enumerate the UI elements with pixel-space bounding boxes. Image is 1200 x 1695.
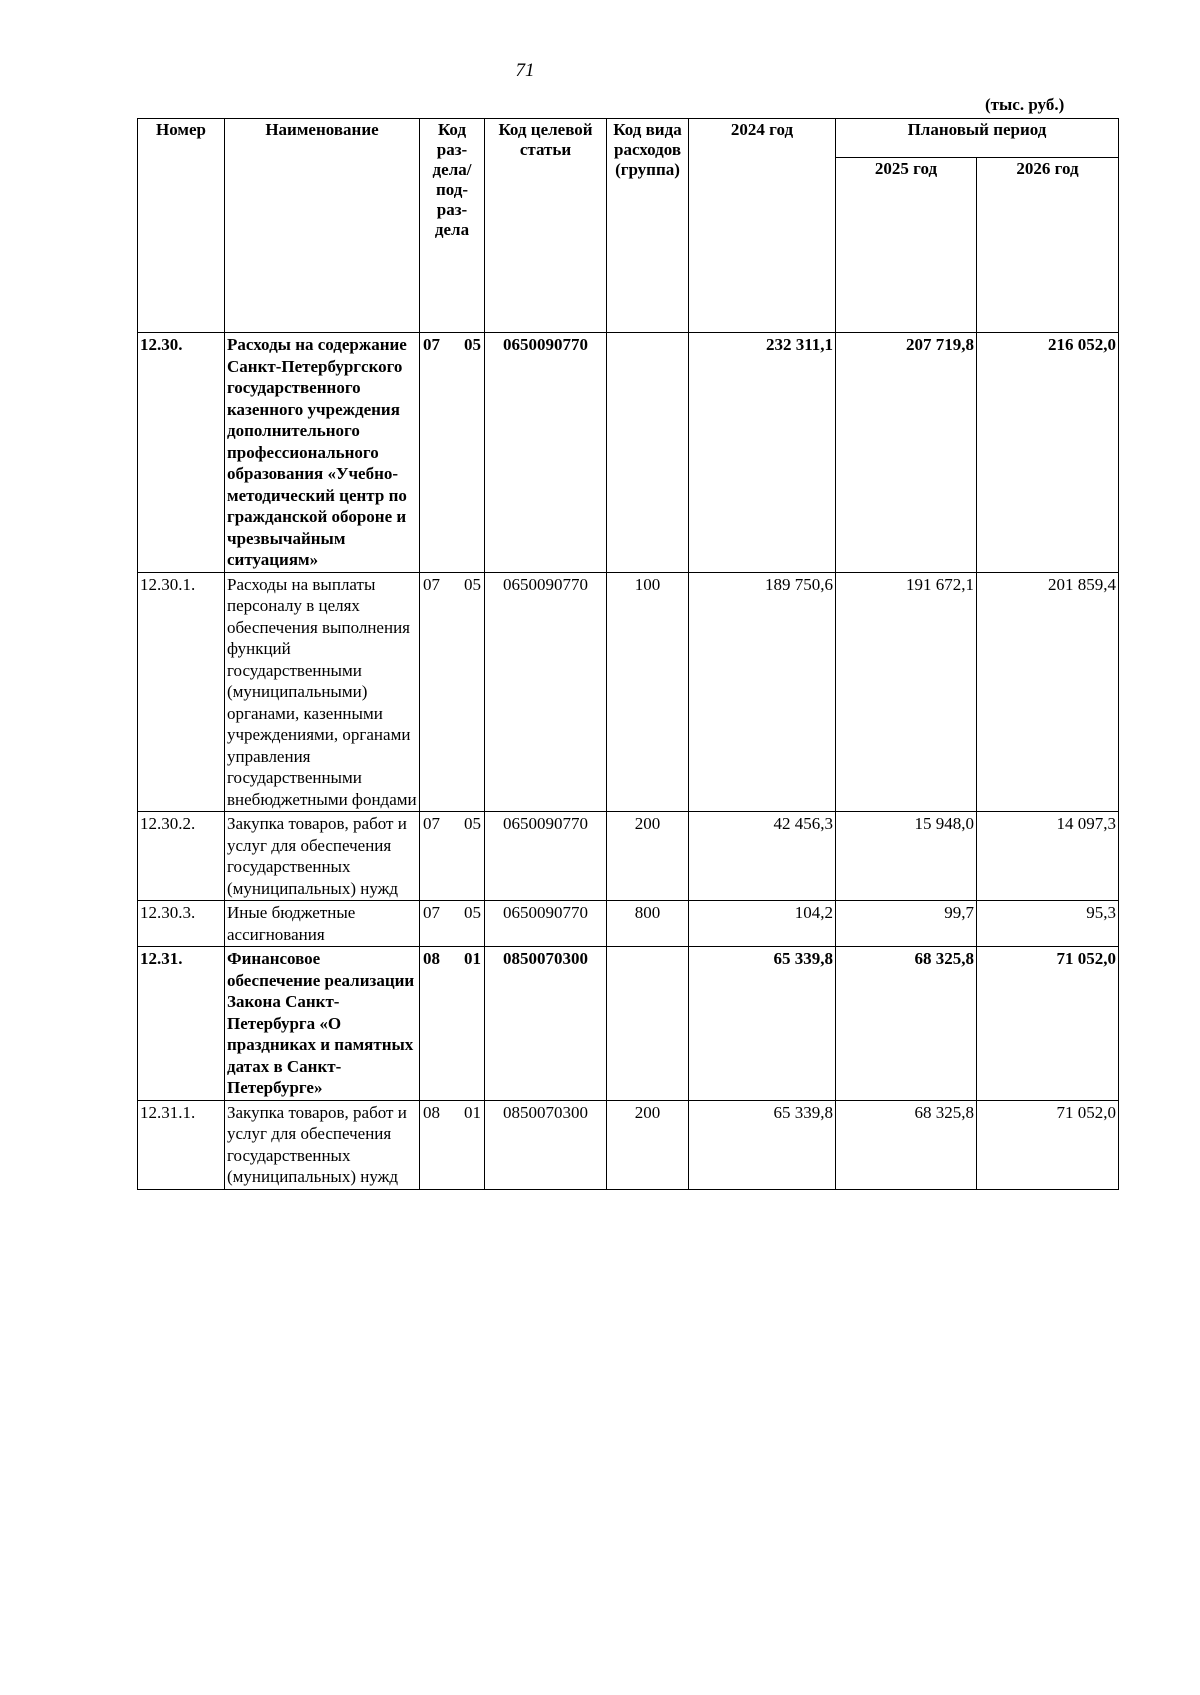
header-year-2026: 2026 год	[977, 158, 1119, 333]
row-section-code	[420, 901, 485, 947]
row-amount-2025: 99,7	[836, 901, 977, 947]
table-row	[138, 901, 1119, 947]
row-amount-2026: 95,3	[977, 901, 1119, 947]
row-target-code: 0850070300	[485, 947, 607, 1101]
units-label: (тыс. руб.)	[985, 95, 1065, 114]
row-target-code: 0650090770	[485, 333, 607, 573]
row-subsection: 01	[464, 1102, 481, 1122]
row-number: 12.30.	[138, 333, 225, 573]
budget-table	[137, 118, 1119, 1190]
row-subsection: 05	[464, 335, 481, 354]
row-amount-2026: 216 052,0	[977, 333, 1119, 573]
row-subsection: 05	[464, 574, 481, 594]
row-section: 08	[423, 1102, 440, 1122]
row-section: 07	[423, 903, 440, 922]
header-row	[138, 119, 1119, 158]
header-number: Номер	[138, 119, 225, 333]
row-amount-2025: 207 719,8	[836, 333, 977, 573]
row-expense-type-code	[607, 333, 689, 573]
row-section: 07	[423, 574, 440, 594]
header-section-code: Код раз-дела/ под-раз-дела	[420, 119, 485, 333]
row-section-code	[420, 333, 485, 573]
row-amount-2026: 71 052,0	[977, 947, 1119, 1101]
row-amount-2026: 201 859,4	[977, 572, 1119, 812]
header-target-code: Код целевой статьи	[485, 119, 607, 333]
row-name: Иные бюджетные ассигнования	[225, 901, 420, 947]
row-target-code: 0650090770	[485, 901, 607, 947]
row-subsection: 01	[464, 949, 481, 968]
row-amount-2026: 71 052,0	[977, 1100, 1119, 1189]
row-section: 07	[423, 335, 440, 354]
row-section-code	[420, 1100, 485, 1189]
table-row	[138, 572, 1119, 812]
row-section-code	[420, 572, 485, 812]
row-number: 12.31.	[138, 947, 225, 1101]
header-name: Наименование	[225, 119, 420, 333]
row-amount-2025: 15 948,0	[836, 812, 977, 901]
row-amount-2026: 14 097,3	[977, 812, 1119, 901]
header-plan-period: Плановый период	[836, 119, 1119, 158]
row-name: Закупка товаров, работ и услуг для обеспечения государственных (муниципальных) нужд	[225, 812, 420, 901]
row-name: Расходы на выплаты персоналу в целях обеспечения выполнения функций государственными (муниципальными) органами, казенными учреждениями, органами управления государственными внебюджетными фондами	[225, 572, 420, 812]
row-number: 12.30.2.	[138, 812, 225, 901]
row-name: Расходы на содержание Санкт-Петербургского государственного казенного учреждения дополнительного профессионального образования «Учебно-методический центр по гражданской обороне и чрезвычайным ситуациям»	[225, 333, 420, 573]
row-section: 07	[423, 814, 440, 833]
table-row	[138, 947, 1119, 1101]
row-subsection: 05	[464, 814, 481, 833]
row-number: 12.30.1.	[138, 572, 225, 812]
row-amount-2025: 191 672,1	[836, 572, 977, 812]
row-expense-type-code: 100	[607, 572, 689, 812]
row-amount-2025: 68 325,8	[836, 947, 977, 1101]
row-subsection: 05	[464, 903, 481, 922]
row-section-code	[420, 812, 485, 901]
row-amount-2024: 232 311,1	[689, 333, 836, 573]
row-expense-type-code	[607, 947, 689, 1101]
row-amount-2024: 65 339,8	[689, 1100, 836, 1189]
row-amount-2024: 42 456,3	[689, 812, 836, 901]
row-section: 08	[423, 949, 440, 968]
row-target-code: 0850070300	[485, 1100, 607, 1189]
header-year-2024: 2024 год	[689, 119, 836, 333]
row-target-code: 0650090770	[485, 572, 607, 812]
row-name: Закупка товаров, работ и услуг для обеспечения государственных (муниципальных) нужд	[225, 1100, 420, 1189]
row-target-code: 0650090770	[485, 812, 607, 901]
row-expense-type-code: 800	[607, 901, 689, 947]
table-row	[138, 812, 1119, 901]
page-number: 71	[515, 60, 535, 81]
row-expense-type-code: 200	[607, 812, 689, 901]
row-amount-2024: 104,2	[689, 901, 836, 947]
row-section-code	[420, 947, 485, 1101]
row-amount-2025: 68 325,8	[836, 1100, 977, 1189]
row-number: 12.30.3.	[138, 901, 225, 947]
table-row	[138, 1100, 1119, 1189]
table-row	[138, 333, 1119, 573]
row-expense-type-code: 200	[607, 1100, 689, 1189]
row-amount-2024: 189 750,6	[689, 572, 836, 812]
row-number: 12.31.1.	[138, 1100, 225, 1189]
header-year-2025: 2025 год	[836, 158, 977, 333]
header-expense-type-code: Код вида расходов (группа)	[607, 119, 689, 333]
row-name: Финансовое обеспечение реализации Закона Санкт-Петербурга «О праздниках и памятных датах в Санкт-Петербурге»	[225, 947, 420, 1101]
table-body	[138, 333, 1119, 1190]
row-amount-2024: 65 339,8	[689, 947, 836, 1101]
